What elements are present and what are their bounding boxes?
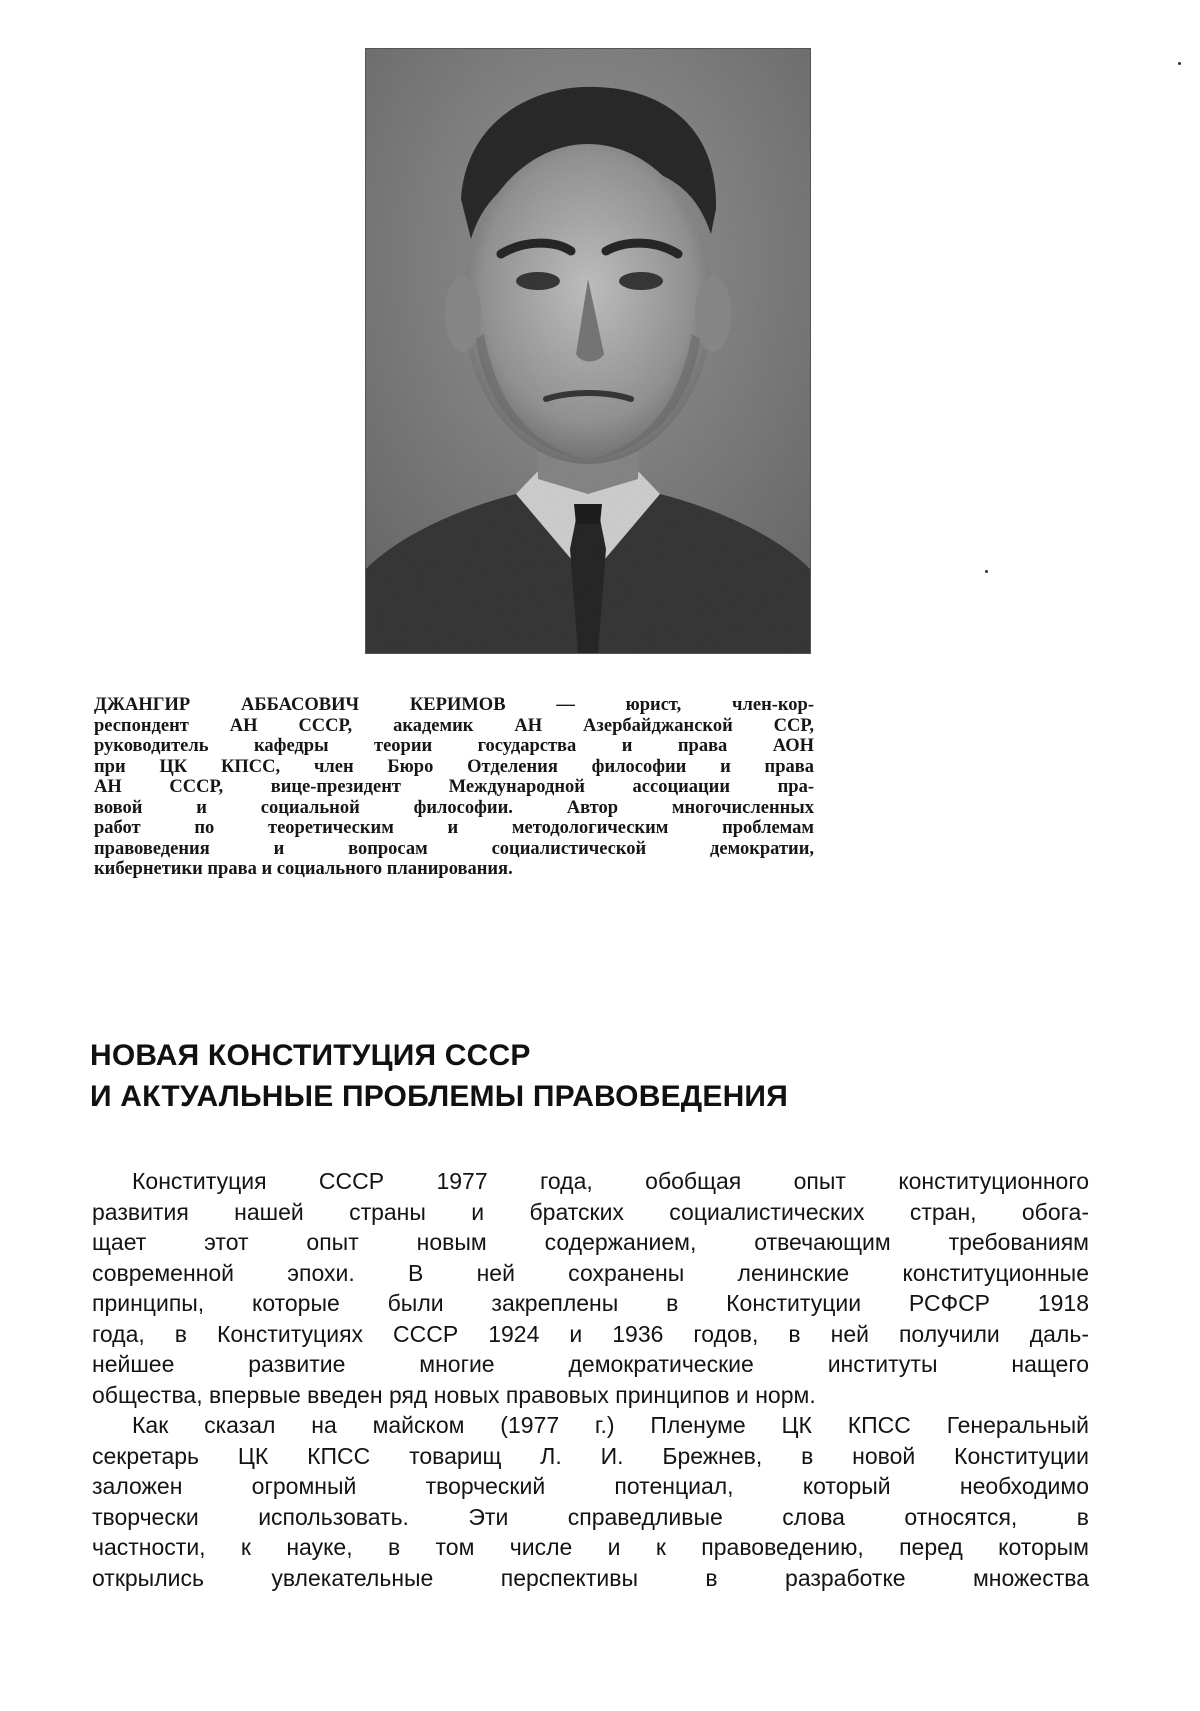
- body-line: Конституция СССР 1977 года, обобщая опыт конституционного: [132, 1168, 1089, 1194]
- body-line: частности, к науке, в том числе и к правоведению, перед которым: [92, 1534, 1089, 1560]
- bio-line: вовой и социальной философии. Автор многочисленных: [94, 797, 814, 818]
- bio-line: работ по теоретическим и методологическим проблемам: [94, 818, 814, 838]
- body-line: современной эпохи. В ней сохранены ленинские конституционные: [92, 1259, 1089, 1286]
- body-line: общества, впервые введен ряд новых правовых принципов и норм.: [92, 1381, 816, 1408]
- article-title: [90, 1035, 1090, 1117]
- portrait-photo: [365, 48, 811, 654]
- body-line: нейшее развитие многие демократические институты нащего: [92, 1351, 1089, 1377]
- body-line: принципы, которые были закреплены в Конституции РСФСР 1918: [92, 1290, 1089, 1316]
- scan-speck: [985, 570, 988, 573]
- title-line-2: И АКТУАЛЬНЫЕ ПРОБЛЕМЫ ПРАВОВЕДЕНИЯ: [90, 1080, 788, 1113]
- bio-line: ДЖАНГИР АББАСОВИЧ КЕРИМОВ — юрист, член-кор-: [94, 695, 814, 715]
- portrait-drawing: [366, 49, 810, 653]
- title-line-1: НОВАЯ КОНСТИТУЦИЯ СССР: [90, 1039, 531, 1072]
- body-line: года, в Конституциях СССР 1924 и 1936 годов, в ней получили даль-: [92, 1320, 1089, 1347]
- body-line: творчески использовать. Эти справедливые слова относятся, в: [92, 1503, 1089, 1530]
- bio-line: при ЦК КПСС, член Бюро Отделения философии и права: [94, 756, 814, 777]
- body-line: заложен огромный творческий потенциал, который необходимо: [92, 1473, 1089, 1499]
- bio-line: правоведения и вопросам социалистической демократии,: [94, 838, 814, 859]
- body-line: щает этот опыт новым содержанием, отвечающим требованиям: [92, 1229, 1089, 1255]
- body-line: секретарь ЦК КПСС товарищ Л. И. Брежнев, в новой Конституции: [92, 1442, 1089, 1469]
- bio-line: респондент АН СССР, академик АН Азербайджанской ССР,: [94, 715, 814, 736]
- author-bio: [94, 695, 814, 880]
- body-line: развития нашей страны и братских социалистических стран, обога-: [92, 1198, 1089, 1225]
- bio-line: руководитель кафедры теории государства и права АОН: [94, 736, 814, 756]
- body-line: Как сказал на майском (1977 г.) Пленуме ЦК КПСС Генеральный: [132, 1412, 1089, 1438]
- scan-speck: [1178, 62, 1181, 65]
- body-line: открылись увлекательные перспективы в разработке множества: [92, 1564, 1089, 1591]
- article-body: [92, 1166, 1089, 1593]
- bio-line: АН СССР, вице-президент Международной ассоциации пра-: [94, 777, 814, 797]
- bio-line: кибернетики права и социального планирования.: [94, 859, 513, 879]
